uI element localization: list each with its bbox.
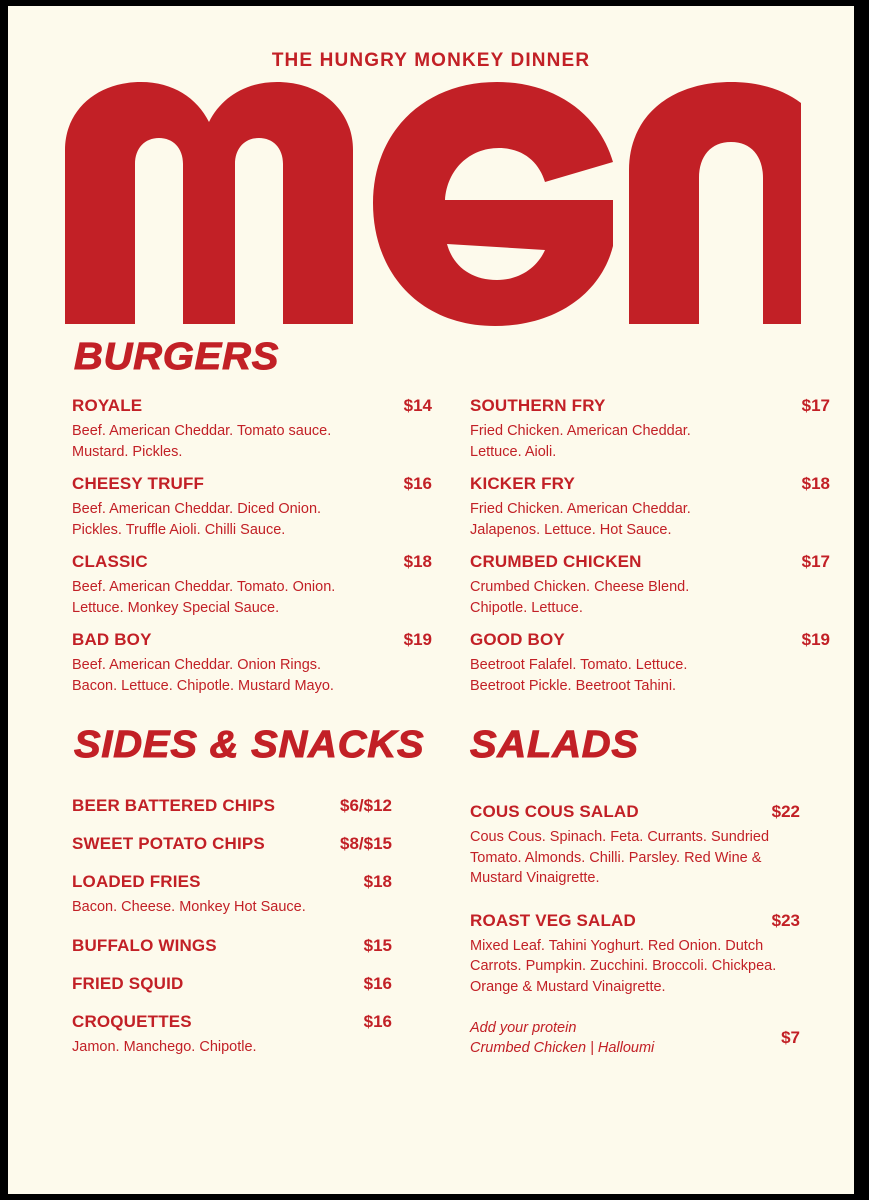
item-name: CRUMBED CHICKEN [470,552,642,572]
menu-item [72,396,432,462]
sides-column [72,796,392,1075]
item-price: $18 [363,872,392,891]
menu-item [72,630,432,696]
item-name: SWEET POTATO CHIPS [72,834,265,853]
item-price: $23 [771,910,800,930]
menu-eyebrow: THE HUNGRY MONKEY DINNER [271,50,591,71]
salads-column [470,802,800,1059]
menu-item [470,802,800,889]
menu-item [72,1012,392,1058]
item-price: $18 [801,474,830,494]
item-price: $17 [801,552,830,572]
addon-price: $7 [781,1028,800,1048]
item-name: CHEESY TRUFF [72,474,205,494]
frame-bottom [0,1194,869,1200]
item-price: $14 [403,396,432,415]
item-price: $18 [403,552,432,572]
item-name: BAD BOY [72,630,152,650]
section-title-burgers: BURGERS [74,336,280,378]
item-name: BUFFALO WINGS [72,935,217,955]
menu-wordmark [8,78,854,328]
menu-item [470,474,830,540]
menu-item [72,834,392,854]
menu-item [72,974,392,994]
item-name: SOUTHERN FRY [470,396,606,415]
section-title-salads: SALADS [470,724,639,766]
item-description: Crumbed Chicken. Cheese Blend. Chipotle. Lettuce. [470,579,690,616]
item-price: $15 [363,935,392,955]
section-title-sides: SIDES & SNACKS [74,724,425,766]
menu-item [470,396,830,462]
item-description: Cous Cous. Spinach. Feta. Currants. Sundried Tomato. Almonds. Chilli. Parsley. Red Wine & Mustard Vinaigrette. [470,829,770,887]
addon-label: Add your protein [470,1020,577,1037]
item-name: CLASSIC [72,552,148,572]
item-name: GOOD BOY [470,630,565,650]
item-price: $16 [363,973,392,993]
item-description: Beetroot Falafel. Tomato. Lettuce. Beetroot Pickle. Beetroot Tahini. [470,657,688,695]
menu-item [72,936,392,956]
item-name: FRIED SQUID [72,973,184,993]
item-name: ROYALE [72,396,143,415]
item-name: ROAST VEG SALAD [470,910,636,930]
item-name: LOADED FRIES [72,872,201,891]
item-price: $16 [363,1011,392,1031]
item-name: CROQUETTES [72,1011,192,1031]
salad-protein-addon [470,1019,800,1058]
addon-options: Crumbed Chicken | Halloumi [470,1040,655,1057]
item-description: Beef. American Cheddar. Tomato. Onion. Lettuce. Monkey Special Sauce. [72,579,336,616]
menu-item [72,552,432,618]
burgers-column-left [72,396,432,709]
item-name: COUS COUS SALAD [470,802,639,821]
item-name: KICKER FRY [470,474,575,494]
menu-item [470,552,830,618]
item-price: $19 [403,630,432,650]
item-description: Beef. American Cheddar. Onion Rings. Bacon. Lettuce. Chipotle. Mustard Mayo. [72,657,334,695]
item-price: $8/$15 [340,834,392,853]
item-description: Beef. American Cheddar. Diced Onion. Pickles. Truffle Aioli. Chilli Sauce. [72,501,322,538]
item-price: $19 [801,630,830,650]
item-name: BEER BATTERED CHIPS [72,796,276,815]
item-price: $16 [403,474,432,494]
item-description: Jamon. Manchego. Chipotle. [72,1038,257,1055]
menu-item [72,796,392,816]
menu-page [8,6,854,1194]
item-price: $22 [771,802,800,821]
item-description: Bacon. Cheese. Monkey Hot Sauce. [72,899,306,915]
menu-item [72,474,432,540]
frame-right [854,0,869,1200]
frame-left [0,0,8,1200]
menu-item [470,630,830,696]
item-price: $17 [801,396,830,415]
item-description: Mixed Leaf. Tahini Yoghurt. Red Onion. Dutch Carrots. Pumpkin. Zucchini. Broccoli. Chickpea. Orange & Mustard Vinaigrette. [470,937,777,995]
item-description: Beef. American Cheddar. Tomato sauce. Mustard. Pickles. [72,423,332,460]
menu-item [470,911,800,998]
menu-item [72,872,392,918]
item-price: $6/$12 [340,796,392,815]
item-description: Fried Chicken. American Cheddar. Lettuce. Aioli. [470,423,691,460]
item-description: Fried Chicken. American Cheddar. Jalapenos. Lettuce. Hot Sauce. [470,501,691,538]
burgers-column-right [470,396,830,709]
